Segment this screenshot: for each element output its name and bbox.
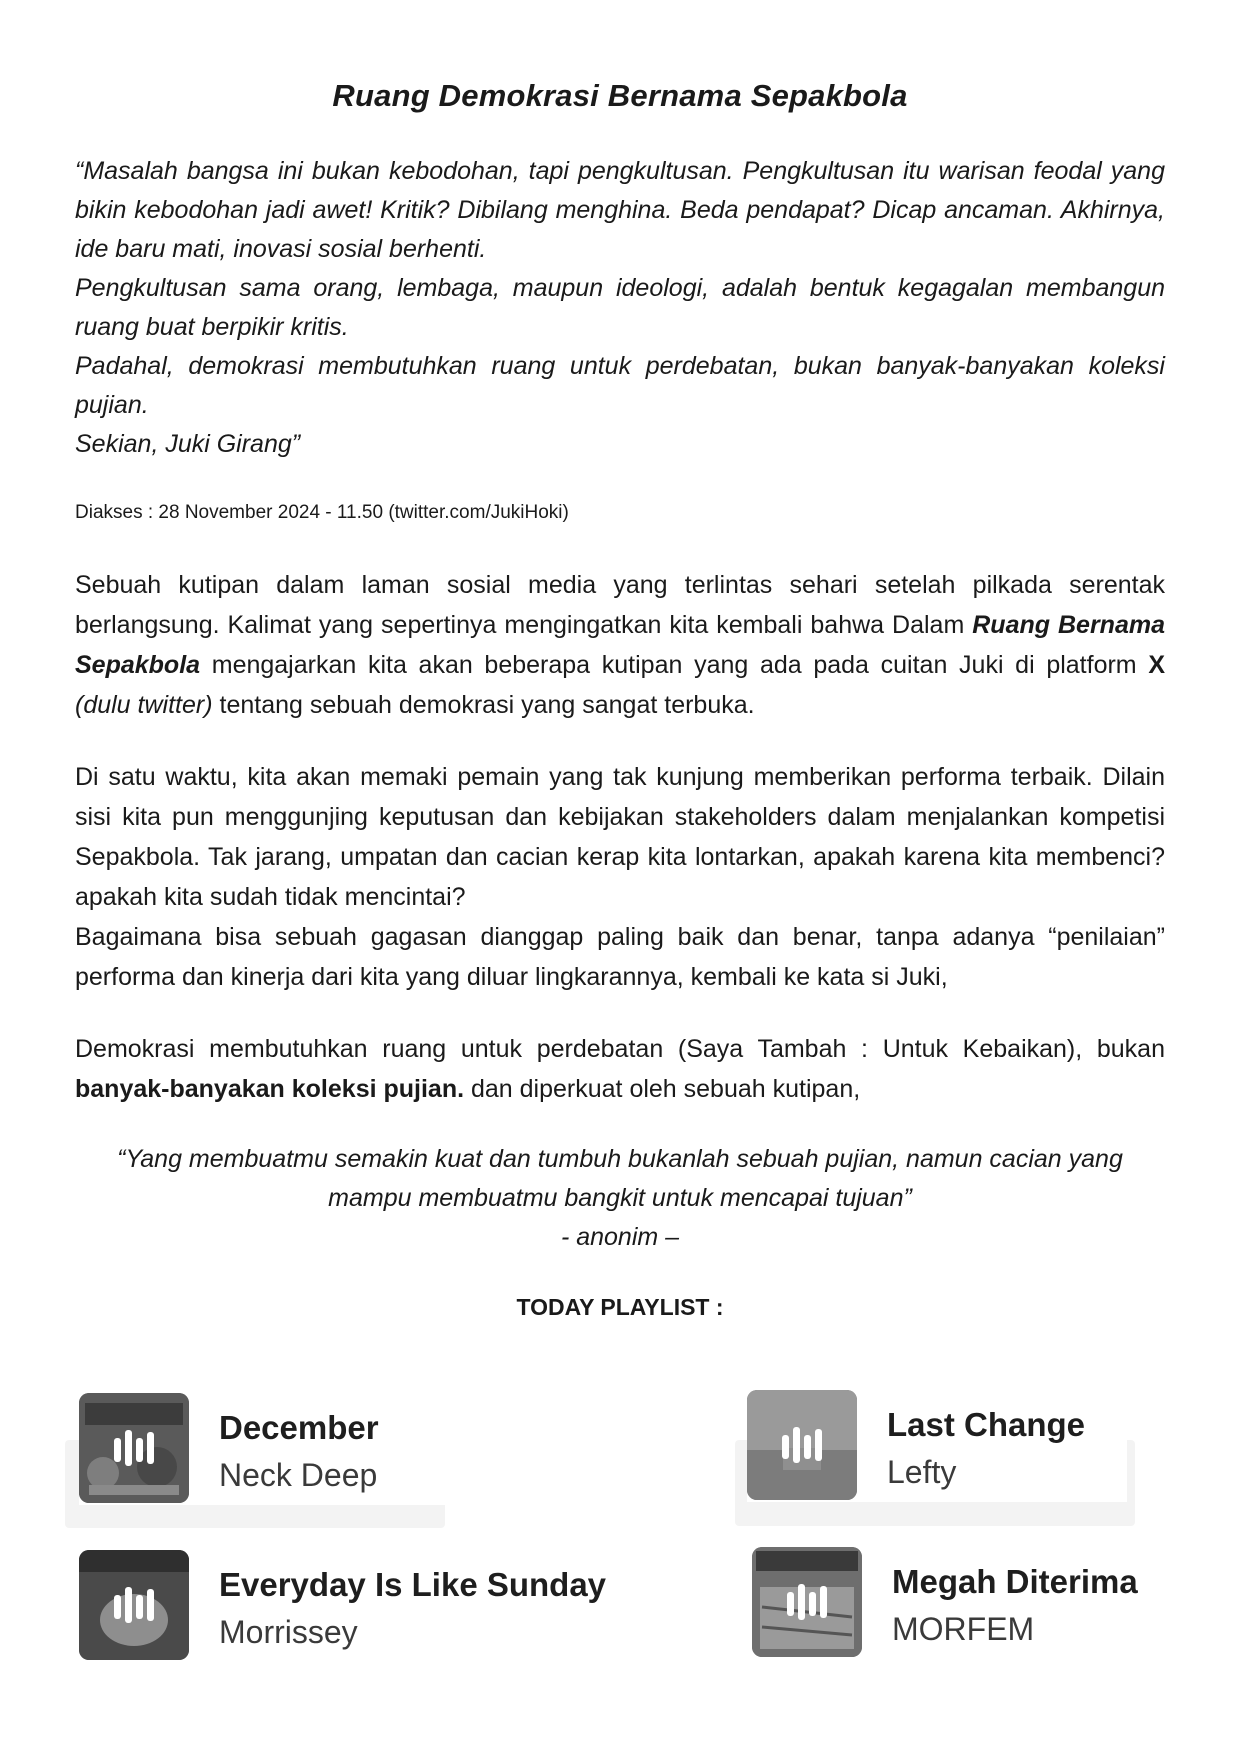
- closing-quote-line: “Yang membuatmu semakin kuat dan tumbuh bukanlah sebuah pujian, namun cacian yang: [117, 1145, 1123, 1173]
- emphasis-title: Ruang Bernama Sepakbola: [75, 611, 1165, 679]
- track-title: Last Change: [887, 1406, 1086, 1443]
- album-art: [79, 1393, 189, 1503]
- closing-quote: [75, 1140, 1165, 1257]
- emphasis-phrase: banyak-banyakan koleksi pujian.: [75, 1075, 465, 1103]
- source-citation: Diakses : 28 November 2024 - 11.50 (twitter.com/JukiHoki): [75, 502, 569, 523]
- track-artist: MORFEM: [892, 1611, 1035, 1647]
- opening-quote: [75, 152, 1165, 464]
- track-title: Megah Diterima: [892, 1563, 1138, 1600]
- track-artist: Morrissey: [219, 1614, 358, 1650]
- platform-note: (dulu twitter): [75, 691, 213, 719]
- text-run: Sebuah kutipan dalam laman sosial media yang terlintas sehari setelah pilkada serentak berlangsung. Kalimat yang sepertinya mengingatkan kita kembali bahwa Dalam: [75, 571, 1165, 639]
- quote-line: “Masalah bangsa ini bukan kebodohan, tapi pengkultusan. Pengkultusan itu warisan feodal yang bikin kebodohan jadi awet! Kritik? Dibilang menghina. Beda pendapat? Dicap ancaman. Akhirnya, ide baru mati, inovasi sosial berhenti.: [75, 157, 1165, 263]
- playlist-track[interactable]: [79, 1550, 639, 1662]
- playlist-heading: TODAY PLAYLIST :: [516, 1294, 724, 1320]
- track-title: Everyday Is Like Sunday: [219, 1566, 607, 1603]
- playlist-track[interactable]: [79, 1393, 459, 1505]
- music-bars-icon: [79, 1393, 189, 1503]
- text-run: tentang sebuah demokrasi yang sangat terbuka.: [212, 691, 755, 719]
- music-bars-icon: [747, 1390, 857, 1500]
- track-artist: Neck Deep: [219, 1457, 378, 1493]
- text-run: Di satu waktu, kita akan memaki pemain yang tak kunjung memberikan performa terbaik. Dilain sisi kita pun menggunjing keputusan dan kebijakan stakeholders dalam menjalankan kompetisi Sepakbola. Tak jarang, umpatan dan cacian kerap kita lontarkan, apakah karena kita membenci? apakah kita sudah tidak mencintai?: [75, 763, 1165, 911]
- quote-line: Sekian, Juki Girang”: [75, 430, 301, 458]
- album-art: [752, 1547, 862, 1657]
- track-title: December: [219, 1409, 379, 1446]
- album-art: [79, 1550, 189, 1660]
- music-bars-icon: [79, 1550, 189, 1660]
- playlist-track[interactable]: [747, 1390, 1127, 1502]
- playlist-track[interactable]: [752, 1547, 1172, 1659]
- body-paragraph-2: [75, 757, 1165, 997]
- article-title: Ruang Demokrasi Bernama Sepakbola: [332, 78, 908, 113]
- album-art: [747, 1390, 857, 1500]
- platform-name: X: [1148, 651, 1165, 679]
- closing-quote-line: mampu membuatmu bangkit untuk mencapai tujuan”: [328, 1184, 912, 1212]
- quote-line: Padahal, demokrasi membutuhkan ruang untuk perdebatan, bukan banyak-banyakan koleksi pujian.: [75, 352, 1165, 419]
- track-artist: Lefty: [887, 1454, 957, 1490]
- body-paragraph-3: [75, 1029, 1165, 1109]
- quote-line: Pengkultusan sama orang, lembaga, maupun ideologi, adalah bentuk kegagalan membangun ruang buat berpikir kritis.: [75, 274, 1165, 341]
- text-run: Demokrasi membutuhkan ruang untuk perdebatan (Saya Tambah : Untuk Kebaikan), bukan: [75, 1035, 1165, 1063]
- text-run: Bagaimana bisa sebuah gagasan dianggap paling baik dan benar, tanpa adanya “penilaian” performa dan kinerja dari kita yang diluar lingkarannya, kembali ke kata si Juki,: [75, 923, 1165, 991]
- text-run: mengajarkan kita akan beberapa kutipan yang ada pada cuitan Juki di platform: [200, 651, 1149, 679]
- quote-attribution: - anonim –: [560, 1223, 680, 1251]
- body-paragraph-1: [75, 565, 1165, 725]
- text-run: dan diperkuat oleh sebuah kutipan,: [464, 1075, 861, 1103]
- music-bars-icon: [752, 1547, 862, 1657]
